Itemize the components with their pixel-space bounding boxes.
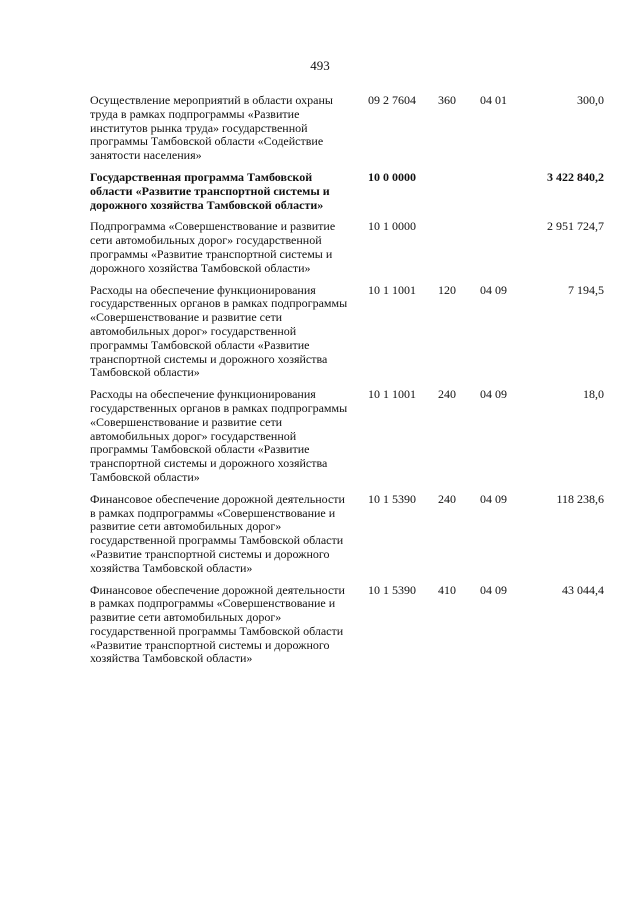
row-description: Расходы на обеспечение функционирования государственных органов в рамках подпрограммы «Совершенствование и развитие сети автомобильных дорог» государственной программы Тамбовской области «Развитие транспортной системы и дорожного хозяйства Тамбовской области» bbox=[90, 282, 348, 380]
row-amount: 3 422 840,2 bbox=[547, 169, 604, 184]
row-description: Осуществление мероприятий в области охраны труда в рамках подпрограммы «Развитие институтов рынка труда» государственной программы Тамбовской области «Содействие занятости населения» bbox=[90, 93, 333, 163]
table-row bbox=[90, 284, 610, 381]
row-expense-type: 410 bbox=[438, 582, 456, 597]
row-section: 04 09 bbox=[480, 582, 507, 597]
row-amount: 18,0 bbox=[583, 387, 604, 402]
row-section bbox=[472, 220, 520, 275]
table-row bbox=[90, 220, 610, 275]
page-number: 493 bbox=[310, 58, 330, 73]
row-amount: 2 951 724,7 bbox=[547, 219, 604, 234]
row-section: 04 09 bbox=[480, 282, 507, 297]
row-section: 04 09 bbox=[480, 491, 507, 506]
row-description: Государственная программа Тамбовской области «Развитие транспортной системы и дорожного хозяйства Тамбовской области» bbox=[90, 169, 330, 212]
row-section: 04 09 bbox=[480, 387, 507, 402]
row-expense-type bbox=[434, 220, 472, 275]
table-row bbox=[90, 94, 610, 163]
row-description: Расходы на обеспечение функционирования государственных органов в рамках подпрограммы «Совершенствование и развитие сети автомобильных дорог» государственной программы Тамбовской области «Развитие транспортной системы и дорожного хозяйства Тамбовской области» bbox=[90, 387, 348, 484]
row-target-code: 10 1 5390 bbox=[368, 491, 416, 506]
row-expense-type: 240 bbox=[438, 491, 456, 506]
row-amount: 118 238,6 bbox=[556, 491, 604, 506]
row-target-code: 10 0 0000 bbox=[368, 169, 416, 184]
table-row bbox=[90, 584, 610, 667]
row-description: Подпрограмма «Совершенствование и развитие сети автомобильных дорог» государственной программы «Развитие транспортной системы и дорожного хозяйства Тамбовской области» bbox=[90, 219, 336, 275]
row-target-code: 09 2 7604 bbox=[368, 93, 416, 107]
row-amount: 7 194,5 bbox=[568, 282, 604, 297]
table-row bbox=[90, 388, 610, 485]
row-description: Финансовое обеспечение дорожной деятельности в рамках подпрограммы «Совершенствование и развитие сети автомобильных дорог» государственной программы Тамбовской области «Развитие транспортной системы и дорожного хозяйства Тамбовской области» bbox=[90, 582, 345, 666]
table-row bbox=[90, 493, 610, 576]
row-expense-type: 240 bbox=[438, 387, 456, 402]
row-target-code: 10 1 0000 bbox=[368, 219, 416, 234]
row-amount: 300,0 bbox=[577, 93, 604, 107]
table-row bbox=[90, 171, 610, 212]
row-target-code: 10 1 1001 bbox=[368, 387, 416, 402]
row-expense-type: 120 bbox=[438, 282, 456, 297]
row-expense-type bbox=[434, 171, 472, 212]
budget-table bbox=[90, 94, 610, 674]
row-section bbox=[472, 171, 520, 212]
row-target-code: 10 1 1001 bbox=[368, 282, 416, 297]
row-section: 04 01 bbox=[480, 93, 507, 107]
row-target-code: 10 1 5390 bbox=[368, 582, 416, 597]
row-description: Финансовое обеспечение дорожной деятельности в рамках подпрограммы «Совершенствование и развитие сети автомобильных дорог» государственной программы Тамбовской области «Развитие транспортной системы и дорожного хозяйства Тамбовской области» bbox=[90, 491, 345, 575]
row-expense-type: 360 bbox=[438, 93, 456, 107]
row-amount: 43 044,4 bbox=[562, 582, 604, 597]
